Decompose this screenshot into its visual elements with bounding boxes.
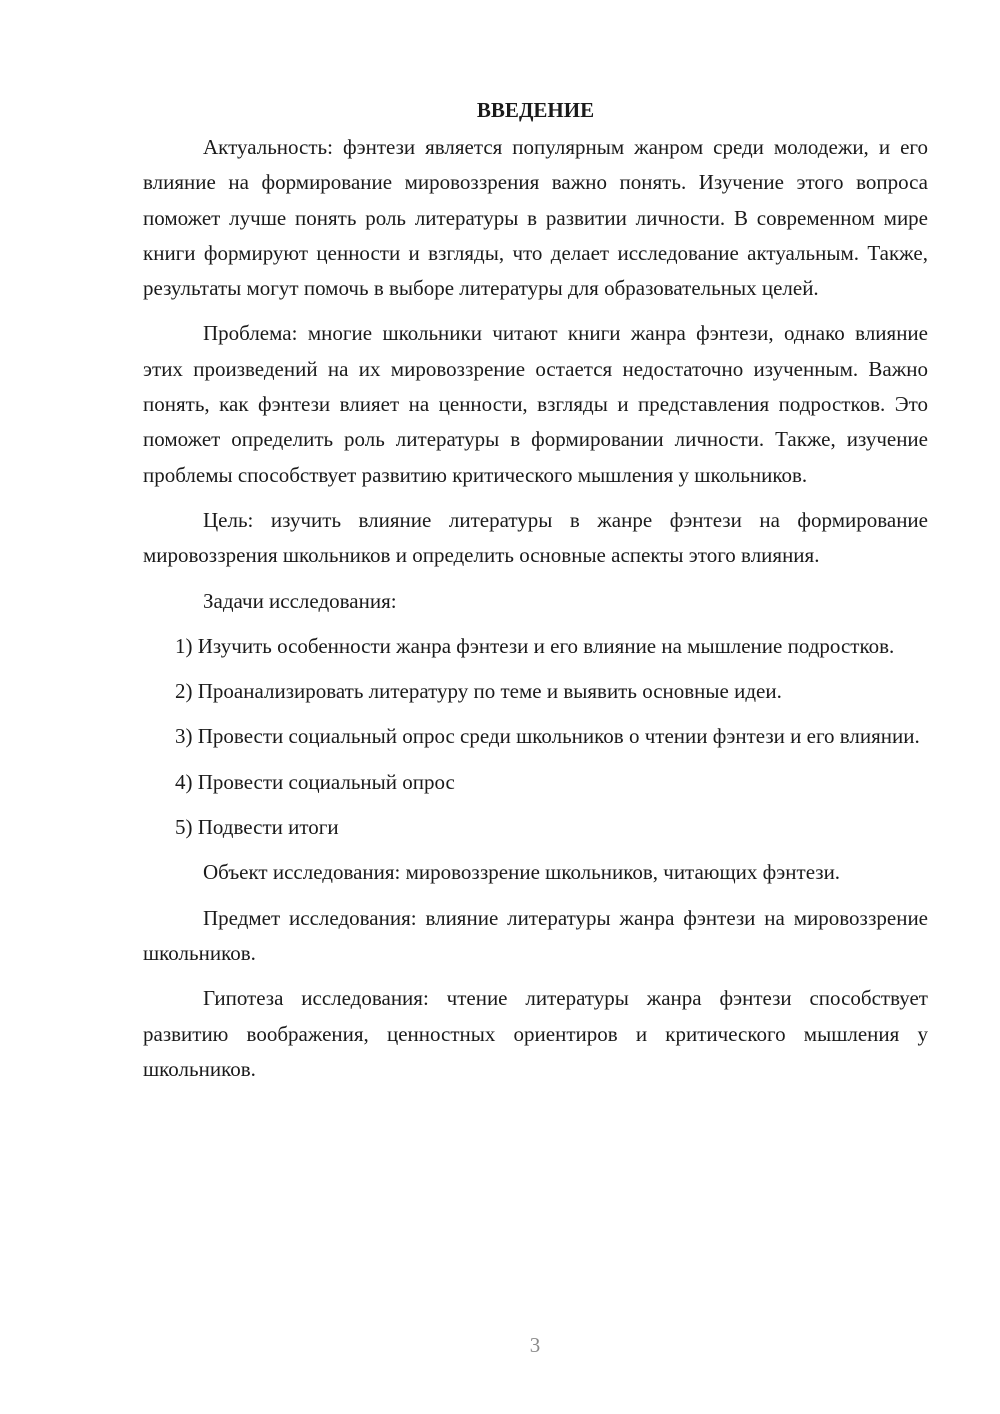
tasks-title: Задачи исследования:: [203, 588, 397, 613]
relevance-paragraph: Актуальность: фэнтези является популярным жанром среди молодежи, и его влияние на формирование мировоззрения важно понять. Изучение этого вопроса поможет лучше понять роль литературы в развитии личности. В современном мире книги формируют ценности и взгляды, что делает исследование актуальным. Также, результаты могут помочь в выборе литературы для образовательных целей.: [143, 135, 928, 301]
page-number: 3: [529, 1333, 541, 1357]
task-item: 2) Проанализировать литературу по теме и выявить основные идеи.: [175, 679, 782, 704]
object-paragraph: Объект исследования: мировоззрение школьников, читающих фэнтези.: [203, 860, 841, 885]
task-item: 3) Провести социальный опрос среди школьников о чтении фэнтези и его влиянии.: [175, 724, 920, 749]
hypothesis-paragraph: Гипотеза исследования: чтение литературы жанра фэнтези способствует развитию воображения, ценностных ориентиров и критического мышления у школьников.: [143, 986, 928, 1081]
document-page: [143, 92, 928, 1097]
task-item: 5) Подвести итоги: [175, 815, 339, 840]
goal-paragraph: Цель: изучить влияние литературы в жанре фэнтези на формирование мировоззрения школьников и определить основные аспекты этого влияния.: [143, 507, 928, 568]
problem-paragraph: Проблема: многие школьники читают книги жанра фэнтези, однако влияние этих произведений на их мировоззрение остается недостаточно изученным. Важно понять, как фэнтези влияет на ценности, взгляды и представления подростков. Это поможет определить роль литературы в формировании личности. Также, изучение проблемы способствует развитию критического мышления у школьников.: [143, 321, 928, 487]
task-item: 1) Изучить особенности жанра фэнтези и его влияние на мышление подростков.: [175, 633, 895, 658]
page-title: ВВЕДЕНИЕ: [476, 98, 595, 122]
subject-paragraph: Предмет исследования: влияние литературы жанра фэнтези на мировоззрение школьников.: [143, 905, 928, 965]
task-item: 4) Провести социальный опрос: [175, 769, 455, 794]
